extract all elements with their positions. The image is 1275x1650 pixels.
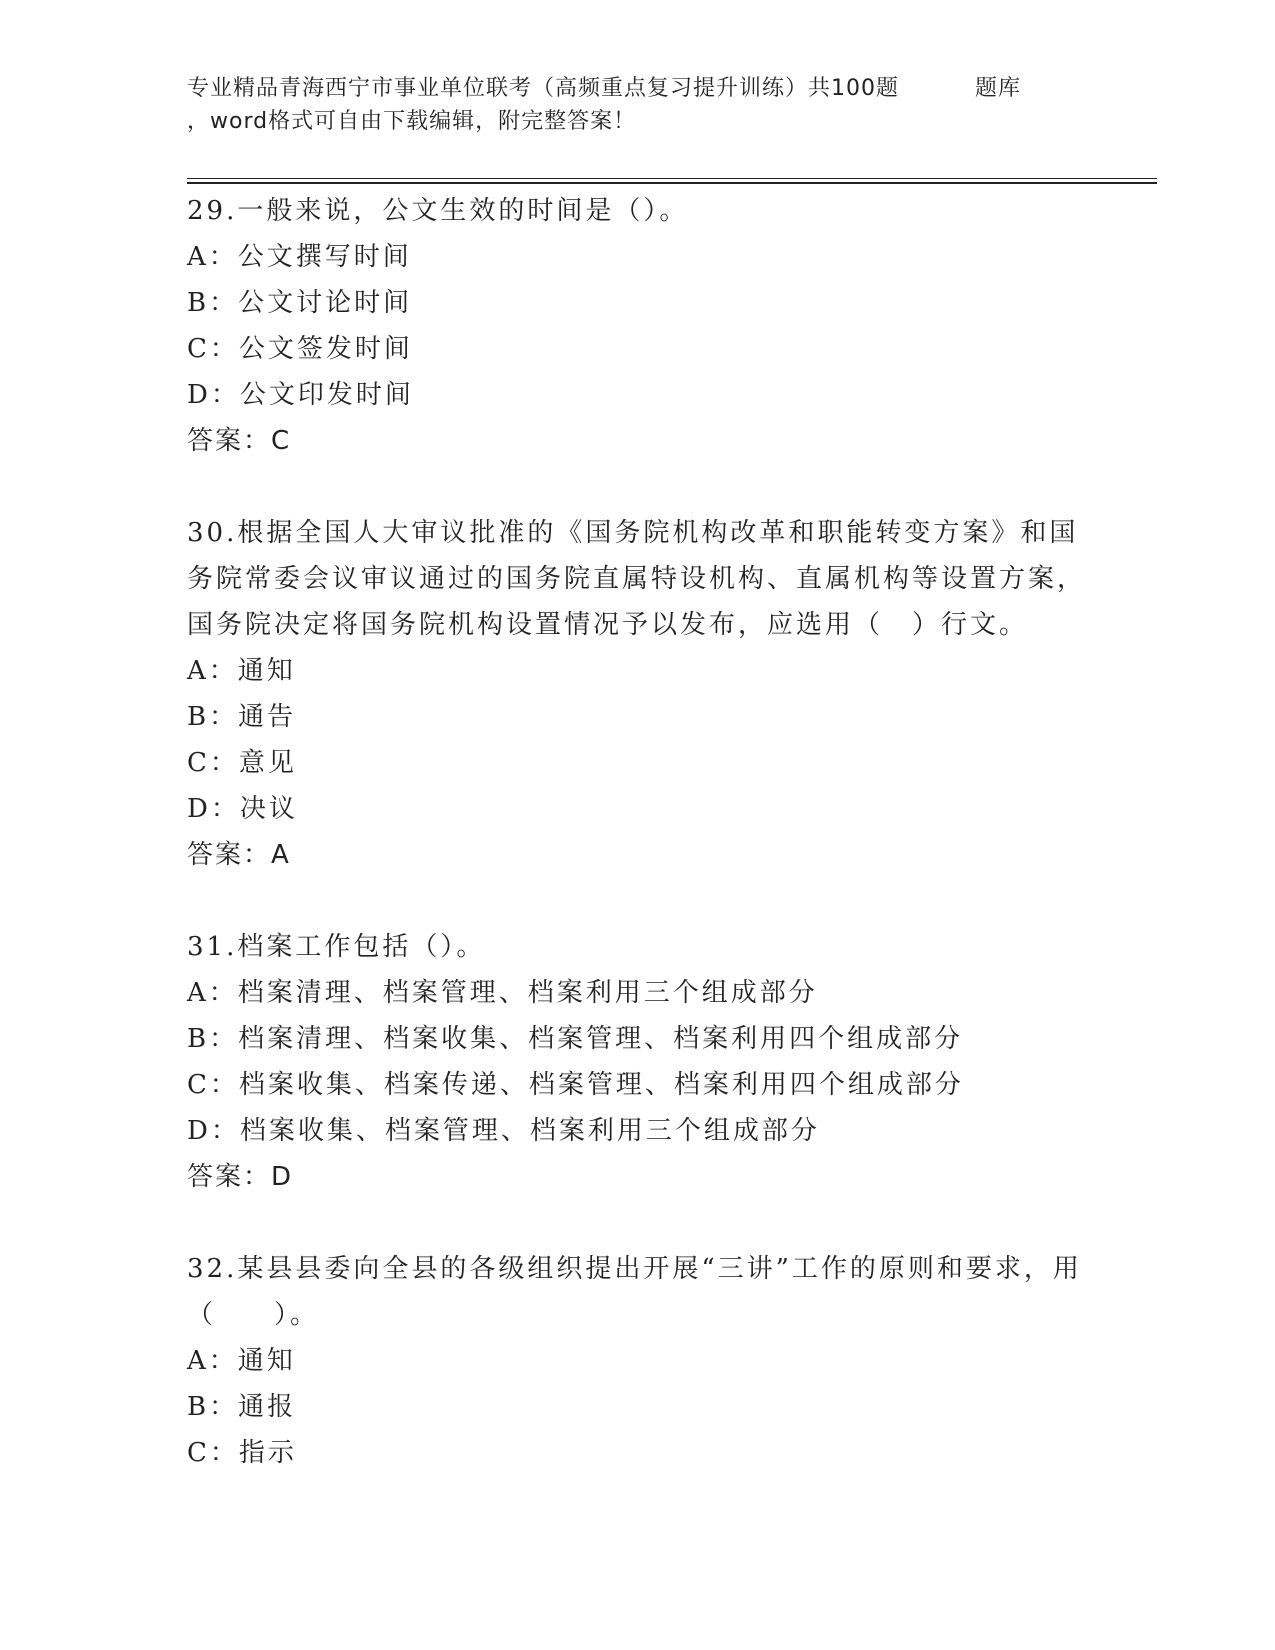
question-29: [187, 188, 1087, 464]
option-b: B：通报: [187, 1392, 297, 1422]
option-a: A：公文撰写时间: [187, 242, 412, 272]
option-a: A：档案清理、档案管理、档案利用三个组成部分: [187, 978, 818, 1008]
question-30: [187, 510, 1087, 878]
question-list: [187, 188, 1087, 1476]
option-d: D：决议: [187, 794, 298, 824]
option-b: B：公文讨论时间: [187, 288, 413, 318]
option-d: D：档案收集、档案管理、档案利用三个组成部分: [187, 1116, 820, 1146]
header-title: 专业精品青海西宁市事业单位联考（高频重点复习提升训练）共100题: [187, 76, 899, 101]
option-a: A：通知: [187, 656, 296, 686]
header-line: [187, 72, 1157, 105]
question-32: [187, 1246, 1087, 1476]
question-text: 29.一般来说，公文生效的时间是（）。: [187, 196, 689, 226]
option-d: D：公文印发时间: [187, 380, 414, 410]
option-c: C：指示: [187, 1438, 297, 1468]
option-b: B：通告: [187, 702, 297, 732]
option-c: C：档案收集、档案传递、档案管理、档案利用四个组成部分: [187, 1070, 964, 1100]
answer: 答案：C: [187, 426, 292, 456]
question-text: 31.档案工作包括（）。: [187, 932, 486, 962]
header-rule-thin: [187, 178, 1157, 179]
answer: 答案：A: [187, 840, 291, 870]
option-a: A：通知: [187, 1346, 296, 1376]
document-header: [187, 72, 1157, 138]
question-text: 32.某县县委向全县的各级组织提出开展“三讲”工作的原则和要求，用（ ）。: [187, 1254, 1082, 1330]
question-31: [187, 924, 1087, 1200]
option-c: C：意见: [187, 748, 297, 778]
header-subtitle: ，word格式可自由下载编辑，附完整答案！: [187, 109, 637, 134]
header-tag: 题库: [975, 76, 1022, 101]
question-text: 30.根据全国人大审议批准的《国务院机构改革和职能转变方案》和国务院常委会议审议通过的国务院直属特设机构、直属机构等设置方案，国务院决定将国务院机构设置情况予以发布，应选用（ ）行文。: [187, 518, 1087, 640]
answer: 答案：D: [187, 1162, 294, 1192]
header-rule-thick: [187, 182, 1157, 184]
option-c: C：公文签发时间: [187, 334, 413, 364]
option-b: B：档案清理、档案收集、档案管理、档案利用四个组成部分: [187, 1024, 964, 1054]
